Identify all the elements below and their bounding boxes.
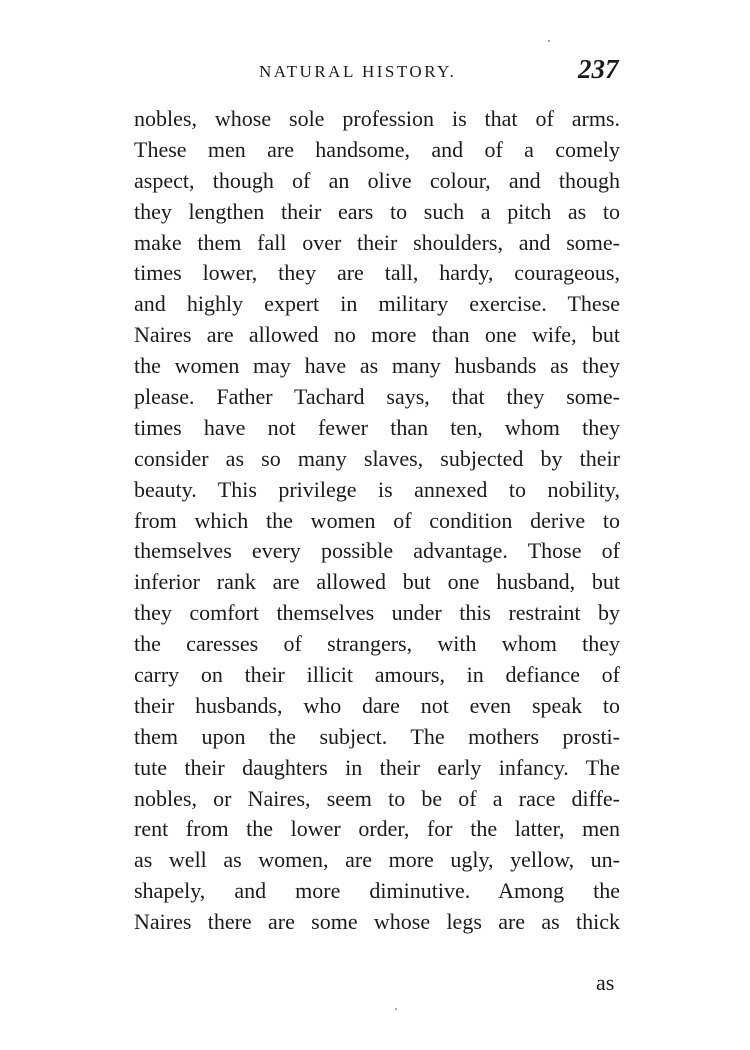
text-line: tute their daughters in their early infancy. The bbox=[134, 754, 620, 780]
text-line: Naires there are some whose legs are as thick bbox=[134, 909, 620, 935]
text-line: nobles, whose sole profession is that of arms. bbox=[134, 106, 620, 131]
text-line: times have not fewer than ten, whom they bbox=[134, 414, 620, 440]
paper-speck bbox=[395, 1008, 397, 1010]
text-line: the caresses of strangers, with whom they bbox=[134, 631, 620, 657]
page-number: 237 bbox=[578, 54, 619, 84]
text-line: make them fall over their shoulders, and some- bbox=[134, 229, 620, 255]
text-line: please. Father Tachard says, that they some- bbox=[134, 384, 620, 410]
text-line: nobles, or Naires, seem to be of a race diffe- bbox=[134, 785, 620, 811]
body-text bbox=[134, 104, 620, 938]
text-line: Naires are allowed no more than one wife, but bbox=[134, 322, 620, 348]
text-line: them upon the subject. The mothers prosti- bbox=[134, 723, 620, 749]
text-line: the women may have as many husbands as they bbox=[134, 353, 620, 379]
running-head-title: NATURAL HISTORY. bbox=[259, 62, 457, 81]
text-line: they comfort themselves under this restraint by bbox=[134, 600, 620, 626]
text-line: inferior rank are allowed but one husband, but bbox=[134, 569, 620, 595]
paper-speck bbox=[548, 40, 550, 42]
text-line: themselves every possible advantage. Those of bbox=[134, 538, 620, 564]
text-line: beauty. This privilege is annexed to nobility, bbox=[134, 476, 620, 502]
text-line: they lengthen their ears to such a pitch as to bbox=[134, 198, 620, 224]
text-line: These men are handsome, and of a comely bbox=[134, 136, 620, 162]
text-line: as well as women, are more ugly, yellow, un- bbox=[134, 847, 620, 873]
text-line: shapely, and more diminutive. Among the bbox=[134, 878, 620, 904]
text-line: and highly expert in military exercise. These bbox=[134, 291, 620, 317]
text-line: rent from the lower order, for the latter, men bbox=[134, 816, 620, 842]
text-line: from which the women of condition derive to bbox=[134, 507, 620, 533]
text-line: times lower, they are tall, hardy, courageous, bbox=[134, 260, 620, 286]
text-line: their husbands, who dare not even speak to bbox=[134, 692, 620, 718]
catchword: as bbox=[596, 970, 615, 995]
text-line: carry on their illicit amours, in defiance of bbox=[134, 662, 620, 688]
text-line: aspect, though of an olive colour, and though bbox=[134, 167, 620, 193]
text-line: consider as so many slaves, subjected by their bbox=[134, 445, 620, 471]
